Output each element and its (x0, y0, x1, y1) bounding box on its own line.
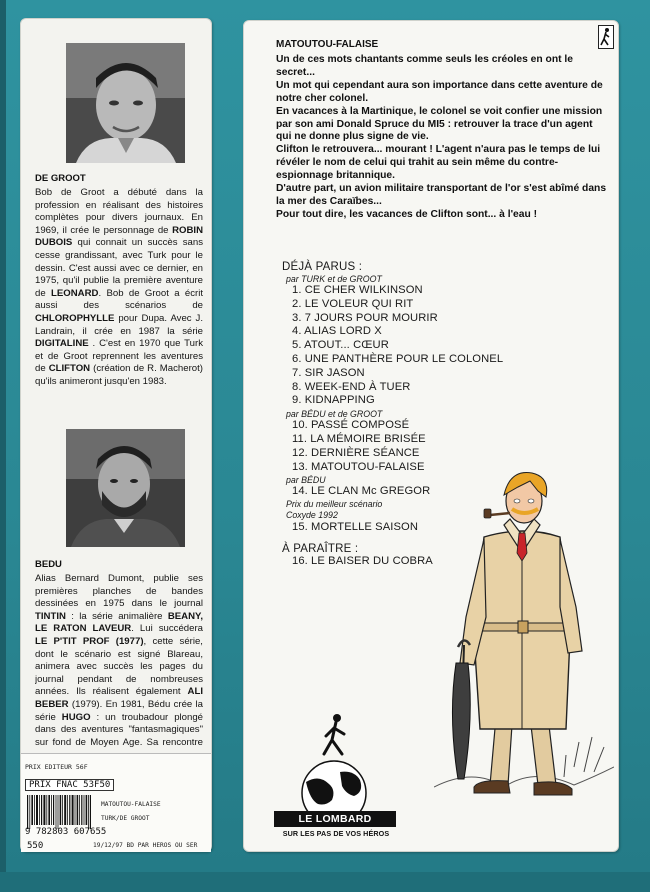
publisher-name: LE LOMBARD (274, 811, 396, 827)
sticker-authors: TURK/DE GROOT (101, 815, 150, 822)
list-item: 4. ALIAS LORD X (292, 325, 382, 338)
prize-line: Prix du meilleur scénario (286, 499, 383, 510)
synopsis-title: MATOUTOU-FALAISE (276, 39, 379, 50)
list-item: 14. LE CLAN Mc GREGOR (292, 485, 431, 498)
fnac-price: PRIX FNAC 53F50 (25, 779, 114, 791)
barcode-number: 9 782803 607655 (25, 827, 107, 837)
price-code: 550 (27, 841, 44, 851)
synopsis-panel (243, 20, 619, 852)
le-lombard-logo (274, 708, 394, 828)
group2-credit: par BÉDU et de GROOT (286, 409, 383, 420)
sticker-date: 19/12/97 BD PAR HEROS OU SER (93, 842, 198, 849)
list-item: 8. WEEK-END À TUER (292, 380, 411, 393)
list-item: 10. PASSÉ COMPOSÉ (292, 419, 410, 432)
synopsis-text: Un de ces mots chantants comme seuls les créoles en ont le secret... Un mot qui cependant aura son importance dans cette aventure de notre cher colonel. En vacances à la Martinique, le colonel se voit confier une mission par son ami Donald Spruce du MI5 : retrouver la trace d'un agent qui ne donne plus signe de vie. Clifton le retrouvera... mourant ! L'agent n'aura pas le temps de lui révéler le nom de celui qui trahit au sein même du contre-espionnage britannique. D'autre part, un avion militaire transportant de l'or s'est abîmé dans la mer des Caraïbes... Pour tout dire, les vacances de Clifton sont... à l'eau ! (276, 54, 607, 220)
bedu-photo (66, 429, 185, 547)
de-groot-photo (66, 43, 185, 163)
list-item: 3. 7 JOURS POUR MOURIR (292, 311, 438, 324)
clifton-illustration (434, 467, 614, 809)
list-item: 12. DERNIÈRE SÉANCE (292, 446, 420, 459)
spine-edge (0, 0, 6, 892)
sticker-title: MATOUTOU-FALAISE (101, 801, 161, 808)
group1-credit: par TURK et de GROOT (286, 274, 382, 284)
bottom-edge (0, 872, 650, 892)
author1-bio: Bob de Groot a débuté dans la profession en réalisant des histoires complètes pour divers journaux. En 1969, il crée le personnage de ROBIN DUBOIS qui connait un succès sans cesse grandissant, avec Turk pour le dessin. C'est aussi avec ce dernier, en 1975, qu'il publie la première aventure de LEONARD. Bob de Groot a écrit aussi des scénarios de CHLOROPHYLLE pour Dupa. Avec J. Landrain, il crée en 1987 la série DIGITALINE . C'est en 1970 que Turk et de Groot reprennent les aventures de CLIFTON (création de R. Macherot) qu'ils animeront jusqu'en 1983. (35, 187, 203, 387)
list-item: 9. KIDNAPPING (292, 394, 375, 407)
list-item: 13. MATOUTOU-FALAISE (292, 460, 425, 473)
walking-man-icon (598, 25, 614, 49)
group3-credit: par BÉDU (286, 475, 326, 486)
authors-panel (20, 18, 212, 852)
author1-name: DE GROOT (35, 173, 86, 184)
list-item: 6. UNE PANTHÈRE POUR LE COLONEL (292, 352, 504, 365)
author2-bio: Alias Bernard Dumont, publie ses premières planches de bandes dessinées en 1975 dans le journal TINTIN : la série animalière BEANY, LE RATON LAVEUR. Lui succédera LE P'TIT PROF (1977), cette série, dont le scénario est signé Blareau, animera avec succès les pages du journal pendant de nombreuses années. Ils réalisent également ALI BEBER (1979). En 1981, Bédu crée la série HUGO : un troubadour plongé dans des aventures "fantasmagiques" sur fond de Moyen Age. Sa rencontre (35, 573, 203, 748)
list-item: 11. LA MÉMOIRE BRISÉE (292, 432, 426, 445)
list-item: 7. SIR JASON (292, 366, 365, 379)
publisher-price: PRIX EDITEUR 56F (25, 763, 88, 771)
already-published-heading: DÉJÀ PARUS : (282, 261, 363, 273)
list-item: 16. LE BAISER DU COBRA (292, 554, 433, 567)
list-item: 15. MORTELLE SAISON (292, 521, 419, 534)
list-item: 1. CE CHER WILKINSON (292, 284, 423, 296)
upcoming-heading: À PARAÎTRE : (282, 542, 359, 555)
author2-name: BEDU (35, 559, 62, 570)
prize-line: Coxyde 1992 (286, 510, 338, 521)
list-item: 5. ATOUT... CŒUR (292, 339, 389, 352)
publisher-tagline: SUR LES PAS DE VOS HÉROS (282, 829, 390, 838)
list-item: 2. LE VOLEUR QUI RIT (292, 297, 414, 310)
